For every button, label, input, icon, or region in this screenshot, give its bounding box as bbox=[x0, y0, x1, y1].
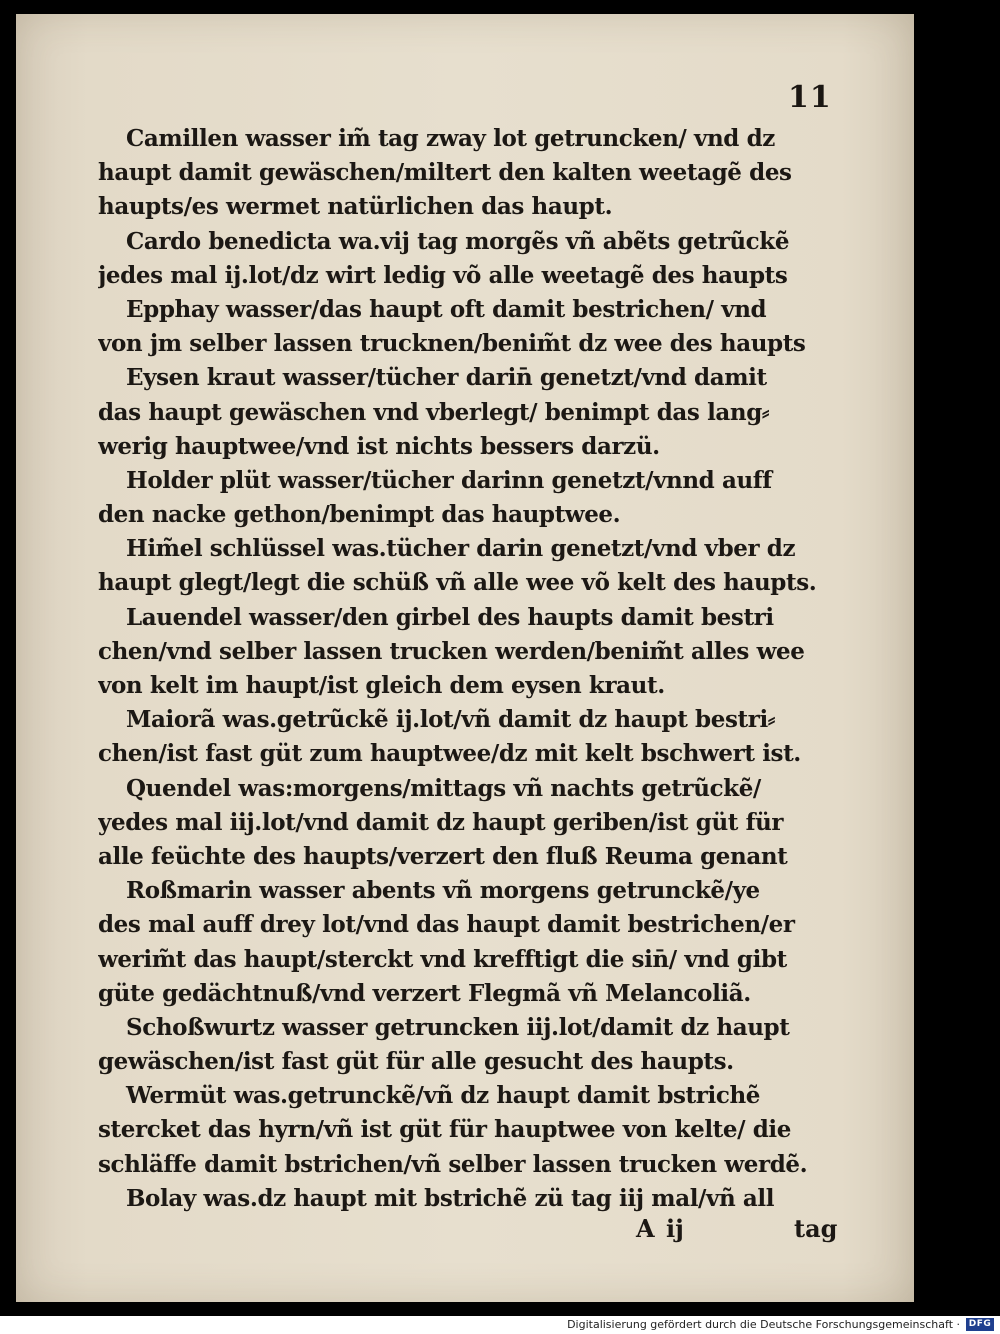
text-line: Cardo benedicta wa.vij tag morgẽs vñ abẽts getrũckẽ bbox=[126, 227, 790, 255]
footer-bar bbox=[0, 1316, 1000, 1334]
text-line: Schoßwurtz wasser getruncken iij.lot/damit dz haupt bbox=[126, 1013, 790, 1041]
folio-number: 11 bbox=[788, 80, 832, 115]
catchword: tag bbox=[794, 1214, 838, 1243]
text-line: chen/ist fast güt zum hauptwee/dz mit kelt bschwert ist. bbox=[98, 740, 801, 768]
text-line: werim̃t das haupt/sterckt vnd krefftigt die sin̄/ vnd gibt bbox=[98, 945, 787, 973]
text-line: haupt damit gewäschen/miltert den kalten weetagẽ des bbox=[98, 159, 792, 187]
dfg-logo-icon: DFG bbox=[966, 1318, 994, 1331]
text-line: von kelt im haupt/ist gleich dem eysen kraut. bbox=[98, 672, 665, 699]
signature-mark: A bbox=[636, 1214, 655, 1243]
text-line: alle feüchte des haupts/verzert den fluß Reuma genant bbox=[98, 842, 788, 870]
text-line: yedes mal iij.lot/vnd damit dz haupt geriben/ist güt für bbox=[98, 808, 784, 836]
book-page bbox=[16, 14, 914, 1302]
text-line: Lauendel wasser/den girbel des haupts damit bestri bbox=[126, 603, 774, 631]
signature-number: ij bbox=[666, 1214, 684, 1243]
text-line: gewäschen/ist fast güt für alle gesucht des haupts. bbox=[98, 1048, 734, 1076]
text-line: Eysen kraut wasser/tücher darin̄ genetzt/vnd damit bbox=[126, 364, 767, 392]
text-line: Him̃el schlüssel was.tücher darin genetzt/vnd vber dz bbox=[126, 535, 796, 563]
text-line: Holder plüt wasser/tücher darinn genetzt/vnnd auff bbox=[126, 466, 772, 494]
text-line: haupts/es wermet natürlichen das haupt. bbox=[98, 193, 613, 221]
text-line: Wermüt was.getrunckẽ/vñ dz haupt damit bstrichẽ bbox=[126, 1082, 760, 1110]
text-line: jedes mal ij.lot/dz wirt ledig võ alle weetagẽ des haupts bbox=[98, 261, 788, 289]
text-line: das haupt gewäschen vnd vberlegt/ benimpt das lang⸗ bbox=[98, 398, 770, 426]
text-line: von jm selber lassen trucknen/benim̃t dz wee des haupts bbox=[98, 330, 806, 358]
text-line: güte gedächtnuß/vnd verzert Flegmã vñ Melancoliã. bbox=[98, 979, 751, 1007]
text-line: des mal auff drey lot/vnd das haupt damit bestrichen/er bbox=[98, 911, 795, 939]
text-line: werig hauptwee/vnd ist nichts bessers darzü. bbox=[98, 432, 660, 460]
text-line: Quendel was:morgens/mittags vñ nachts getrũckẽ/ bbox=[126, 774, 761, 802]
text-line: Maiorã was.getrũckẽ ij.lot/vñ damit dz haupt bestri⸗ bbox=[126, 706, 776, 734]
footer-credit: Digitalisierung gefördert durch die Deutsche Forschungsgemeinschaft · bbox=[567, 1318, 960, 1331]
text-line: haupt glegt/legt die schüß vñ alle wee võ kelt des haupts. bbox=[98, 569, 817, 597]
text-line: Epphay wasser/das haupt oft damit bestrichen/ vnd bbox=[126, 295, 767, 323]
text-block bbox=[98, 122, 838, 1216]
text-line: Roßmarin wasser abents vñ morgens getrunckẽ/ye bbox=[126, 877, 760, 905]
text-line: chen/vnd selber lassen trucken werden/benim̃t alles wee bbox=[98, 637, 805, 665]
text-line: schläffe damit bstrichen/vñ selber lassen trucken werdẽ. bbox=[98, 1150, 808, 1178]
text-line: Bolay was.dz haupt mit bstrichẽ zü tag iij mal/vñ all bbox=[126, 1184, 775, 1212]
text-line: stercket das hyrn/vñ ist güt für hauptwee von kelte/ die bbox=[98, 1116, 791, 1144]
text-line: Camillen wasser im̃ tag zway lot getruncken/ vnd dz bbox=[126, 125, 775, 152]
text-line: den nacke gethon/benimpt das hauptwee. bbox=[98, 501, 621, 529]
